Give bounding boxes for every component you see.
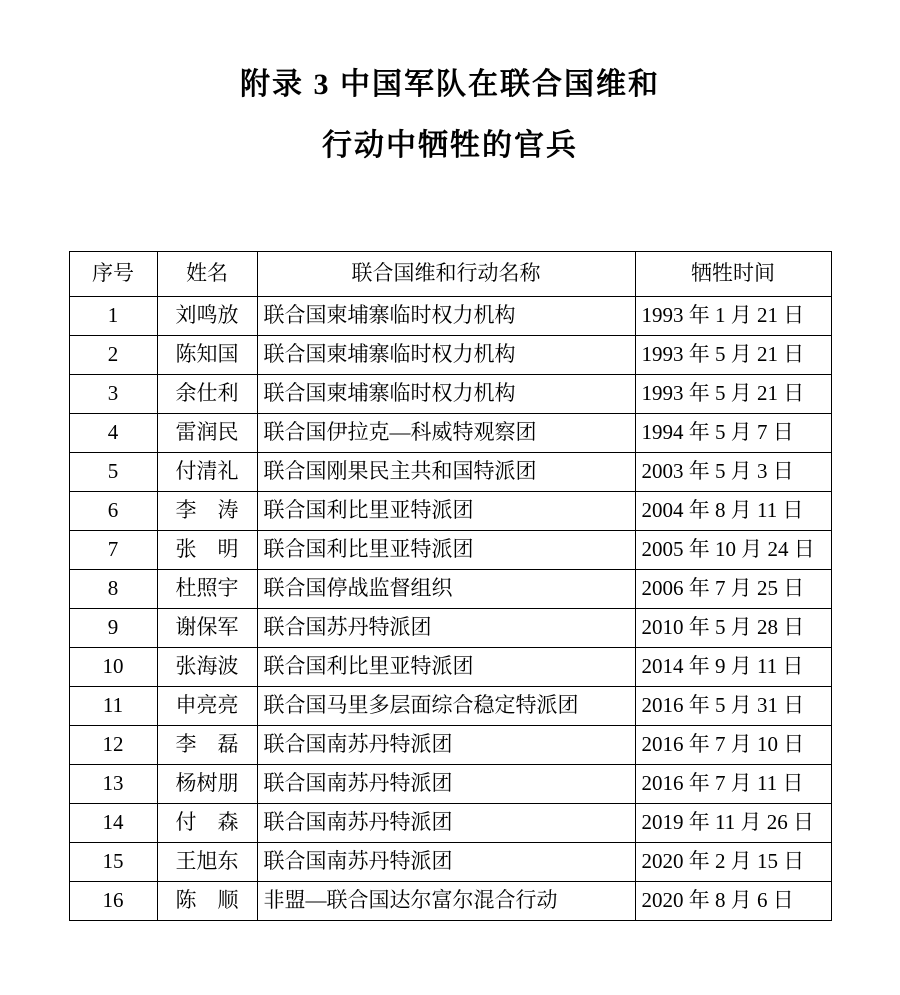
- cell-date: 2016 年 5 月 31 日: [635, 687, 831, 726]
- cell-index: 3: [69, 375, 157, 414]
- cell-operation: 联合国柬埔寨临时权力机构: [257, 375, 635, 414]
- cell-name: 李 涛: [157, 492, 257, 531]
- casualty-table: [69, 251, 832, 921]
- table-row: [69, 570, 831, 609]
- cell-name: 谢保军: [157, 609, 257, 648]
- cell-operation: 联合国停战监督组织: [257, 570, 635, 609]
- cell-date: 1993 年 5 月 21 日: [635, 336, 831, 375]
- cell-operation: 联合国利比里亚特派团: [257, 531, 635, 570]
- table-row: [69, 843, 831, 882]
- cell-index: 7: [69, 531, 157, 570]
- cell-index: 16: [69, 882, 157, 921]
- cell-name: 张 明: [157, 531, 257, 570]
- cell-index: 4: [69, 414, 157, 453]
- table-row: [69, 531, 831, 570]
- cell-operation: 联合国马里多层面综合稳定特派团: [257, 687, 635, 726]
- cell-name: 余仕利: [157, 375, 257, 414]
- cell-name: 陈知国: [157, 336, 257, 375]
- cell-index: 9: [69, 609, 157, 648]
- cell-operation: 联合国南苏丹特派团: [257, 726, 635, 765]
- cell-index: 5: [69, 453, 157, 492]
- cell-date: 2019 年 11 月 26 日: [635, 804, 831, 843]
- cell-date: 1993 年 5 月 21 日: [635, 375, 831, 414]
- table-header: [69, 252, 831, 297]
- cell-date: 2010 年 5 月 28 日: [635, 609, 831, 648]
- cell-index: 14: [69, 804, 157, 843]
- cell-name: 雷润民: [157, 414, 257, 453]
- cell-index: 10: [69, 648, 157, 687]
- column-header-name: 姓名: [157, 252, 257, 297]
- cell-name: 杨树朋: [157, 765, 257, 804]
- table-row: [69, 492, 831, 531]
- table-row: [69, 453, 831, 492]
- table-row: [69, 687, 831, 726]
- cell-name: 王旭东: [157, 843, 257, 882]
- cell-operation: 联合国柬埔寨临时权力机构: [257, 297, 635, 336]
- cell-name: 付清礼: [157, 453, 257, 492]
- table-row: [69, 882, 831, 921]
- cell-operation: 联合国南苏丹特派团: [257, 804, 635, 843]
- cell-index: 8: [69, 570, 157, 609]
- cell-index: 12: [69, 726, 157, 765]
- column-header-operation: 联合国维和行动名称: [257, 252, 635, 297]
- cell-operation: 联合国利比里亚特派团: [257, 492, 635, 531]
- cell-operation: 联合国南苏丹特派团: [257, 765, 635, 804]
- cell-operation: 联合国刚果民主共和国特派团: [257, 453, 635, 492]
- cell-name: 付 森: [157, 804, 257, 843]
- cell-index: 11: [69, 687, 157, 726]
- table-row: [69, 297, 831, 336]
- cell-date: 2016 年 7 月 10 日: [635, 726, 831, 765]
- table-row: [69, 804, 831, 843]
- table-header-row: [69, 252, 831, 297]
- table-row: [69, 648, 831, 687]
- cell-index: 2: [69, 336, 157, 375]
- cell-operation: 联合国柬埔寨临时权力机构: [257, 336, 635, 375]
- cell-name: 李 磊: [157, 726, 257, 765]
- table-row: [69, 414, 831, 453]
- cell-operation: 联合国南苏丹特派团: [257, 843, 635, 882]
- cell-date: 1993 年 1 月 21 日: [635, 297, 831, 336]
- table-row: [69, 609, 831, 648]
- cell-name: 申亮亮: [157, 687, 257, 726]
- cell-name: 杜照宇: [157, 570, 257, 609]
- table-row: [69, 726, 831, 765]
- cell-index: 1: [69, 297, 157, 336]
- cell-operation: 联合国伊拉克—科威特观察团: [257, 414, 635, 453]
- table-body: [69, 297, 831, 921]
- cell-operation: 联合国利比里亚特派团: [257, 648, 635, 687]
- page-title: [0, 0, 900, 169]
- cell-date: 2016 年 7 月 11 日: [635, 765, 831, 804]
- cell-date: 2014 年 9 月 11 日: [635, 648, 831, 687]
- cell-name: 刘鸣放: [157, 297, 257, 336]
- cell-index: 6: [69, 492, 157, 531]
- table-row: [69, 375, 831, 414]
- page-title-line-2: 行动中牺牲的官兵: [322, 128, 578, 162]
- cell-index: 13: [69, 765, 157, 804]
- table-row: [69, 765, 831, 804]
- page-title-line-1: 附录 3 中国军队在联合国维和: [240, 68, 660, 101]
- cell-date: 1994 年 5 月 7 日: [635, 414, 831, 453]
- cell-date: 2020 年 2 月 15 日: [635, 843, 831, 882]
- cell-index: 15: [69, 843, 157, 882]
- cell-name: 张海波: [157, 648, 257, 687]
- cell-date: 2020 年 8 月 6 日: [635, 882, 831, 921]
- cell-name: 陈 顺: [157, 882, 257, 921]
- cell-date: 2003 年 5 月 3 日: [635, 453, 831, 492]
- casualty-table-container: [0, 251, 900, 921]
- column-header-date: 牺牲时间: [635, 252, 831, 297]
- cell-date: 2006 年 7 月 25 日: [635, 570, 831, 609]
- table-row: [69, 336, 831, 375]
- cell-date: 2005 年 10 月 24 日: [635, 531, 831, 570]
- column-header-index: 序号: [69, 252, 157, 297]
- cell-date: 2004 年 8 月 11 日: [635, 492, 831, 531]
- cell-operation: 非盟—联合国达尔富尔混合行动: [257, 882, 635, 921]
- cell-operation: 联合国苏丹特派团: [257, 609, 635, 648]
